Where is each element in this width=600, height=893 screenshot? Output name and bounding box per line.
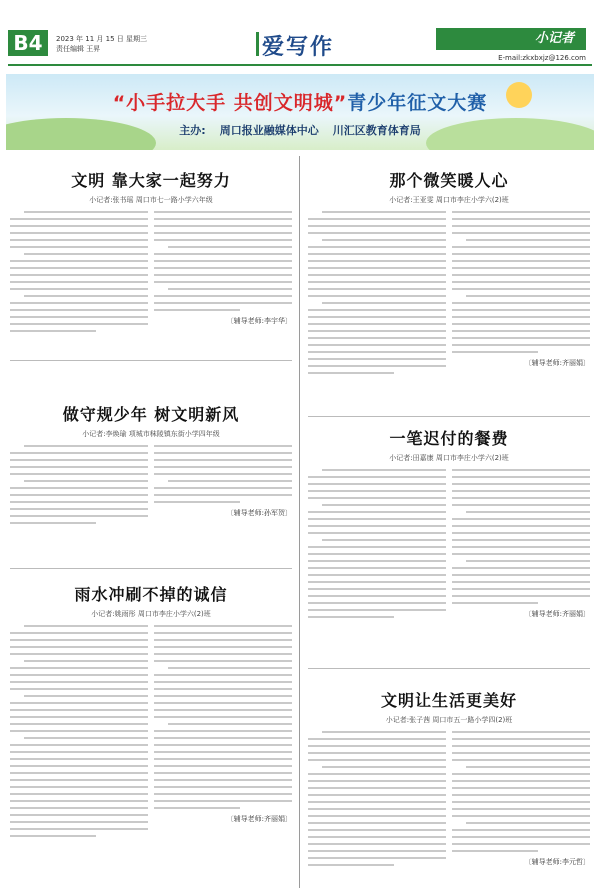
body-text-line — [452, 738, 590, 740]
body-text-line — [308, 773, 446, 775]
body-text-line — [308, 316, 446, 318]
body-text-line — [452, 344, 590, 346]
article-title: 雨水冲刷不掉的诚信 — [74, 585, 228, 604]
article-byline: 小记者:田嘉康 周口市李庄小学六(2)班 — [389, 454, 509, 462]
body-text-line — [10, 466, 148, 468]
body-text-line — [452, 588, 590, 590]
body-text-line — [24, 253, 148, 255]
body-text-line — [10, 316, 148, 318]
body-text-line — [168, 723, 292, 725]
body-text-line — [154, 800, 292, 802]
body-text-line — [10, 723, 148, 725]
body-text-line — [452, 752, 590, 754]
body-text-line — [308, 372, 394, 374]
article-tutor: 〔辅导老师:李宇华〕 — [226, 317, 292, 325]
brand-email: E-mail:zkxbxjz@126.com — [498, 54, 586, 62]
article-title: 一笔迟付的餐费 — [389, 429, 509, 448]
article — [10, 582, 292, 842]
body-text-line — [308, 745, 446, 747]
body-text-line — [308, 309, 446, 311]
body-text-line — [308, 752, 446, 754]
body-text-line — [308, 581, 446, 583]
body-text-line — [308, 864, 394, 866]
body-text-line — [154, 681, 292, 683]
body-text-line — [154, 281, 292, 283]
body-text-line — [10, 508, 148, 510]
body-text-line — [10, 639, 148, 641]
body-text-line — [452, 518, 590, 520]
body-text-line — [10, 267, 148, 269]
body-text-line — [10, 814, 148, 816]
body-text-line — [10, 653, 148, 655]
body-text-line — [154, 211, 292, 213]
body-text-line — [24, 295, 148, 297]
article-tutor: 〔辅导老师:齐丽娟〕 — [524, 359, 590, 367]
article-body — [10, 211, 292, 337]
body-text-line — [10, 667, 148, 669]
body-text-line — [308, 532, 446, 534]
body-text-line — [24, 737, 148, 739]
article-byline: 小记者:王亚雯 周口市李庄小学六(2)班 — [389, 196, 509, 204]
body-text-line — [10, 793, 148, 795]
body-text-line — [308, 808, 446, 810]
body-text-line — [308, 246, 446, 248]
body-text-line — [154, 295, 292, 297]
body-text-line — [452, 843, 590, 845]
body-text-line — [154, 452, 292, 454]
body-text-line — [308, 225, 446, 227]
body-text-line — [466, 560, 590, 562]
body-text-line — [10, 239, 148, 241]
page-number: B4 — [8, 30, 48, 56]
body-text-line — [308, 525, 446, 527]
body-text-line — [452, 260, 590, 262]
body-text-line — [308, 857, 446, 859]
body-text-line — [154, 758, 292, 760]
article-title: 做守规少年 树文明新风 — [62, 405, 240, 424]
body-text-line — [154, 473, 292, 475]
contest-banner — [6, 74, 594, 150]
body-text-line — [154, 702, 292, 704]
article — [10, 168, 292, 337]
body-text-line — [10, 288, 148, 290]
body-text-line — [452, 281, 590, 283]
body-text-line — [154, 459, 292, 461]
issue-meta — [56, 34, 147, 54]
body-text-line — [322, 766, 446, 768]
body-text-line — [10, 522, 96, 524]
body-text-line — [308, 218, 446, 220]
body-text-line — [10, 309, 148, 311]
body-text-line — [154, 445, 292, 447]
body-text-line — [452, 745, 590, 747]
body-text-line — [308, 546, 446, 548]
body-text-line — [452, 309, 590, 311]
body-text-line — [308, 588, 446, 590]
body-text-line — [466, 822, 590, 824]
body-text-line — [10, 821, 148, 823]
body-text-line — [452, 476, 590, 478]
body-text-line — [452, 780, 590, 782]
body-text-line — [308, 351, 446, 353]
body-text-line — [452, 330, 590, 332]
body-text-line — [10, 225, 148, 227]
body-text-line — [308, 574, 446, 576]
body-text-line — [154, 646, 292, 648]
body-text-line — [10, 302, 148, 304]
body-text-line — [10, 218, 148, 220]
body-text-line — [308, 595, 446, 597]
body-text-line — [308, 829, 446, 831]
body-text-line — [154, 674, 292, 676]
body-text-line — [452, 836, 590, 838]
body-text-line — [452, 483, 590, 485]
column-divider — [299, 156, 300, 888]
article-separator — [10, 568, 292, 569]
body-text-line — [154, 779, 292, 781]
body-text-line — [308, 337, 446, 339]
body-text-line — [10, 779, 148, 781]
body-text-line — [154, 625, 292, 627]
body-text-line — [452, 497, 590, 499]
body-text-line — [452, 267, 590, 269]
body-text-line — [452, 773, 590, 775]
body-text-line — [168, 480, 292, 482]
body-text-line — [308, 602, 446, 604]
body-text-line — [308, 483, 446, 485]
body-text-line — [308, 267, 446, 269]
body-text-line — [308, 567, 446, 569]
body-text-line — [10, 246, 148, 248]
article — [10, 402, 292, 529]
body-text-line — [452, 288, 590, 290]
body-text-line — [24, 211, 148, 213]
body-text-line — [452, 759, 590, 761]
host-2: 川汇区教育体育局 — [332, 124, 421, 137]
article-title: 文明让生活更美好 — [380, 691, 517, 710]
body-text-line — [308, 553, 446, 555]
body-text-line — [308, 281, 446, 283]
body-text-line — [452, 553, 590, 555]
body-text-line — [154, 730, 292, 732]
body-text-line — [308, 274, 446, 276]
body-text-line — [10, 681, 148, 683]
body-text-line — [10, 674, 148, 676]
body-text-line — [10, 632, 148, 634]
body-text-line — [452, 316, 590, 318]
body-text-line — [154, 744, 292, 746]
body-text-line — [452, 539, 590, 541]
body-text-line — [466, 766, 590, 768]
body-text-line — [10, 702, 148, 704]
body-text-line — [308, 260, 446, 262]
body-text-line — [10, 807, 148, 809]
body-text-line — [452, 351, 538, 353]
body-text-line — [10, 323, 148, 325]
body-text-line — [308, 609, 446, 611]
article-byline: 小记者:姚雨彤 周口市李庄小学六(2)班 — [91, 610, 211, 618]
body-text-line — [466, 511, 590, 513]
body-text-line — [308, 330, 446, 332]
body-text-line — [168, 288, 292, 290]
body-text-line — [308, 365, 446, 367]
body-text-line — [10, 281, 148, 283]
body-text-line — [308, 497, 446, 499]
body-text-line — [308, 232, 446, 234]
body-text-line — [452, 794, 590, 796]
body-text-line — [154, 632, 292, 634]
body-text-line — [452, 808, 590, 810]
body-text-line — [154, 688, 292, 690]
body-text-line — [10, 744, 148, 746]
article-tutor: 〔辅导老师:孙军贺〕 — [226, 509, 292, 517]
body-text-line — [154, 653, 292, 655]
body-text-line — [10, 274, 148, 276]
body-text-line — [154, 494, 292, 496]
body-text-line — [452, 525, 590, 527]
body-text-line — [10, 487, 148, 489]
body-text-line — [308, 843, 446, 845]
article-body — [308, 731, 590, 871]
body-text-line — [308, 518, 446, 520]
body-text-line — [322, 539, 446, 541]
body-text-line — [10, 800, 148, 802]
body-text-line — [308, 511, 446, 513]
body-text-line — [154, 709, 292, 711]
body-text-line — [322, 504, 446, 506]
body-text-line — [452, 815, 590, 817]
article — [308, 688, 590, 871]
body-text-line — [452, 595, 590, 597]
body-text-line — [452, 602, 538, 604]
body-text-line — [154, 218, 292, 220]
body-text-line — [452, 211, 590, 213]
body-text-line — [308, 780, 446, 782]
body-text-line — [154, 793, 292, 795]
brand-logo: 小记者 — [436, 28, 586, 50]
body-text-line — [154, 737, 292, 739]
body-text-line — [168, 667, 292, 669]
body-text-line — [154, 765, 292, 767]
body-text-line — [10, 716, 148, 718]
article-byline: 小记者:李焕瑜 项城市秣陵镇东街小学四年级 — [82, 430, 220, 438]
banner-title-contest: 青少年征文大赛 — [347, 92, 488, 114]
body-text-line — [10, 751, 148, 753]
body-text-line — [452, 232, 590, 234]
article — [308, 168, 590, 379]
body-text-line — [154, 786, 292, 788]
body-text-line — [308, 288, 446, 290]
body-text-line — [466, 239, 590, 241]
body-text-line — [154, 487, 292, 489]
body-text-line — [308, 794, 446, 796]
body-text-line — [154, 660, 292, 662]
body-text-line — [322, 302, 446, 304]
article — [308, 426, 590, 623]
body-text-line — [154, 260, 292, 262]
body-text-line — [308, 476, 446, 478]
body-text-line — [10, 835, 96, 837]
body-text-line — [452, 218, 590, 220]
body-text-line — [466, 295, 590, 297]
body-text-line — [154, 267, 292, 269]
body-text-line — [308, 490, 446, 492]
body-text-line — [154, 501, 240, 503]
body-text-line — [154, 225, 292, 227]
body-text-line — [308, 759, 446, 761]
section-accent-bar — [256, 32, 259, 56]
body-text-line — [10, 772, 148, 774]
body-text-line — [10, 459, 148, 461]
body-text-line — [308, 738, 446, 740]
body-text-line — [154, 695, 292, 697]
body-text-line — [452, 337, 590, 339]
article-body — [10, 445, 292, 529]
body-text-line — [452, 246, 590, 248]
body-text-line — [308, 295, 446, 297]
body-text-line — [308, 358, 446, 360]
body-text-line — [452, 504, 590, 506]
body-text-line — [154, 466, 292, 468]
article-body — [10, 625, 292, 842]
body-text-line — [24, 480, 148, 482]
body-text-line — [154, 239, 292, 241]
article-title: 那个微笑暖人心 — [389, 171, 509, 190]
body-text-line — [452, 253, 590, 255]
body-text-line — [154, 302, 292, 304]
body-text-line — [308, 616, 394, 618]
body-text-line — [24, 445, 148, 447]
body-text-line — [24, 660, 148, 662]
page-header — [0, 0, 600, 72]
section-title: 爱写作 — [262, 35, 335, 60]
body-text-line — [452, 567, 590, 569]
body-text-line — [452, 829, 590, 831]
body-text-line — [308, 822, 446, 824]
body-text-line — [452, 850, 538, 852]
body-text-line — [452, 490, 590, 492]
article-tutor: 〔辅导老师:齐丽娟〕 — [524, 610, 590, 618]
body-text-line — [452, 801, 590, 803]
host-label: 主办: — [179, 124, 206, 137]
body-text-line — [10, 473, 148, 475]
body-text-line — [154, 716, 292, 718]
body-text-line — [10, 515, 148, 517]
article-tutor: 〔辅导老师:李元哲〕 — [524, 858, 590, 866]
body-text-line — [10, 758, 148, 760]
body-text-line — [322, 239, 446, 241]
article-tutor: 〔辅导老师:齐丽娟〕 — [226, 815, 292, 823]
body-text-line — [452, 581, 590, 583]
body-text-line — [308, 323, 446, 325]
body-text-line — [10, 452, 148, 454]
body-text-line — [308, 560, 446, 562]
body-text-line — [10, 709, 148, 711]
body-text-line — [154, 639, 292, 641]
body-text-line — [308, 787, 446, 789]
body-text-line — [10, 646, 148, 648]
issue-date: 2023 年 11 月 15 日 星期三 — [56, 35, 147, 43]
body-text-line — [452, 274, 590, 276]
article-separator — [308, 668, 590, 669]
article-title: 文明 靠大家一起努力 — [71, 171, 231, 190]
body-text-line — [452, 532, 590, 534]
body-text-line — [452, 225, 590, 227]
body-text-line — [24, 625, 148, 627]
body-text-line — [322, 469, 446, 471]
editor-line: 责任编辑 王昇 — [56, 45, 101, 53]
body-text-line — [308, 850, 446, 852]
body-text-line — [308, 344, 446, 346]
banner-title-slogan: “小手拉大手 共创文明城” — [112, 92, 348, 114]
body-text-line — [10, 786, 148, 788]
article-separator — [10, 360, 292, 361]
article-body — [308, 211, 590, 379]
body-text-line — [168, 246, 292, 248]
body-text-line — [154, 751, 292, 753]
body-text-line — [308, 253, 446, 255]
body-text-line — [10, 330, 96, 332]
article-separator — [308, 416, 590, 417]
article-byline: 小记者:张书瑶 周口市七一路小学六年级 — [89, 196, 213, 204]
body-text-line — [452, 731, 590, 733]
body-text-line — [154, 232, 292, 234]
body-text-line — [10, 501, 148, 503]
body-text-line — [452, 574, 590, 576]
body-text-line — [10, 688, 148, 690]
body-text-line — [154, 309, 240, 311]
body-text-line — [452, 787, 590, 789]
body-text-line — [154, 772, 292, 774]
banner-title — [6, 88, 594, 115]
body-text-line — [10, 260, 148, 262]
header-rule — [8, 64, 592, 66]
body-text-line — [154, 807, 240, 809]
article-byline: 小记者:张子茜 周口市五一路小学四(2)班 — [385, 716, 513, 724]
banner-organizers — [6, 122, 594, 138]
body-text-line — [322, 211, 446, 213]
body-text-line — [10, 765, 148, 767]
body-text-line — [154, 274, 292, 276]
body-text-line — [308, 815, 446, 817]
body-text-line — [10, 232, 148, 234]
body-text-line — [154, 253, 292, 255]
body-text-line — [452, 546, 590, 548]
body-text-line — [10, 828, 148, 830]
body-text-line — [10, 730, 148, 732]
article-body — [308, 469, 590, 623]
body-text-line — [24, 695, 148, 697]
body-text-line — [308, 836, 446, 838]
body-text-line — [10, 494, 148, 496]
body-text-line — [452, 302, 590, 304]
host-1: 周口报业融媒体中心 — [219, 124, 319, 137]
body-text-line — [452, 469, 590, 471]
body-text-line — [452, 323, 590, 325]
body-text-line — [322, 731, 446, 733]
body-text-line — [308, 801, 446, 803]
